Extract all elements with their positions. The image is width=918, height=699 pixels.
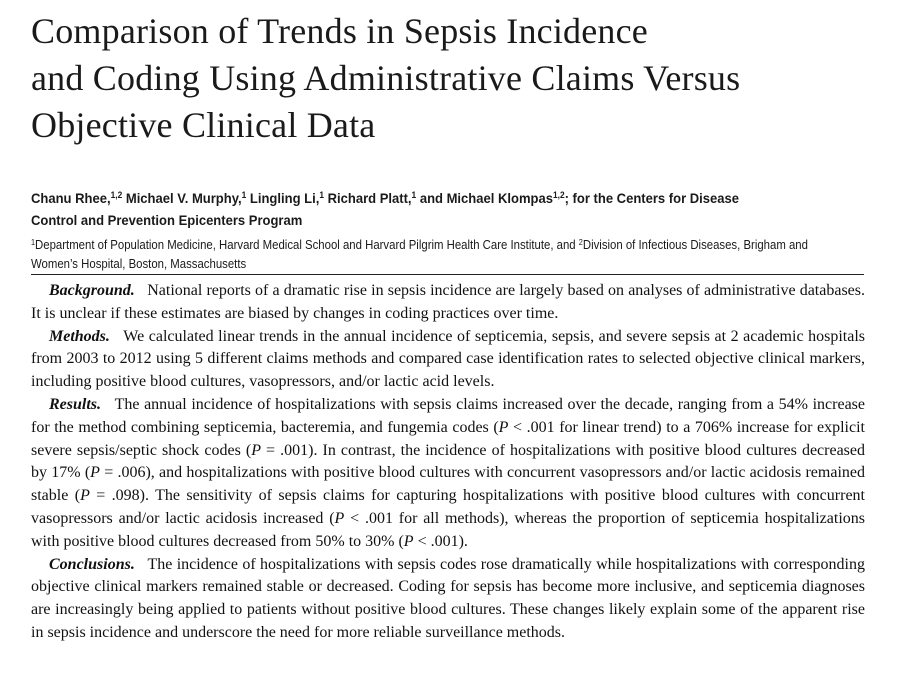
title-line-2: and Coding Using Administrative Claims Versus xyxy=(31,58,741,98)
abstract-heading: Background. xyxy=(49,282,135,299)
section-divider xyxy=(31,274,864,275)
affiliation-line-1 xyxy=(31,236,868,255)
abstract-text: = .001). In contrast, the incidence of hospitalizations with positive blood cultures decreased by 17% ( xyxy=(31,441,866,482)
p-value-symbol: P xyxy=(334,509,345,527)
article-header xyxy=(31,8,866,641)
abstract-text: = .098). The sensitivity of sepsis claims for capturing hospitalizations with positive blood cultures with concurrent vasopressors and/or lactic acidosis increased ( xyxy=(31,487,865,527)
affiliation-sup: 1 xyxy=(31,238,36,247)
p-value-symbol: P xyxy=(498,418,509,436)
abstract-text: < .001). xyxy=(413,532,468,550)
abstract-heading: Conclusions. xyxy=(49,555,135,573)
author-affiliation-sup: 1 xyxy=(411,190,417,200)
affiliation-text: Department of Population Medicine, Harvard Medical School and Harvard Pilgrim Health Care Institute, and xyxy=(35,238,579,252)
author-list xyxy=(31,187,868,231)
author-line-1 xyxy=(31,187,868,209)
affiliation-line-2: Women’s Hospital, Boston, Massachusetts xyxy=(31,257,247,271)
author-name: Lingling Li, xyxy=(246,190,320,206)
author-name: Michael V. Murphy, xyxy=(122,190,242,206)
abstract-results xyxy=(31,394,865,554)
affiliations xyxy=(31,236,868,274)
author-affiliation-sup: 1 xyxy=(241,190,247,200)
abstract-heading: Methods. xyxy=(49,327,110,345)
author-affiliation-sup: 1,2 xyxy=(110,190,123,200)
p-value-symbol: P xyxy=(80,487,90,505)
abstract-text: The incidence of hospitalizations with sepsis codes rose dramatically while hospitalizations with corresponding objective clinical markers remained stable or decreased. Coding for sepsis has become more inclusive, and septicemia diagnoses are increasingly being applied to patients without positive blood cultures. These changes likely explain some of the apparent rise in sepsis incidence and underscore the need for more reliable surveillance methods. xyxy=(31,555,865,641)
p-value-symbol: P xyxy=(403,532,414,550)
abstract-background xyxy=(31,280,865,326)
abstract-heading: Results. xyxy=(49,395,102,413)
abstract-text: The annual incidence of hospitalizations with sepsis claims increased over the decade, ranging from a 54% increase for the method combining septicemia, bacteremia, and fungemia codes ( xyxy=(31,395,865,436)
abstract-text: We calculated linear trends in the annual incidence of septicemia, sepsis, and severe sepsis at 2 academic hospitals from 2003 to 2012 using 5 different claims methods and compared case identification rates to selected objective clinical markers, including positive blood cultures, vasopressors, and/or lactic acid levels. xyxy=(31,327,865,391)
abstract xyxy=(31,280,865,645)
abstract-methods xyxy=(31,326,865,394)
author-name: Chanu Rhee, xyxy=(31,190,111,206)
abstract-text: < .001 for all methods), whereas the proportion of septicemia hospitalizations with positive blood cultures decreased from 50% to 30% ( xyxy=(31,509,865,550)
abstract-conclusions xyxy=(31,554,865,645)
author-group: ; for the Centers for Disease xyxy=(564,190,739,206)
abstract-text: National reports of a dramatic rise in sepsis incidence are largely based on analyses of administrative databases. It is unclear if these estimates are biased by changes in coding practices over time. xyxy=(31,282,866,322)
affiliation-sup: 2 xyxy=(578,238,583,247)
author-name: Richard Platt, xyxy=(323,190,412,206)
article-title xyxy=(31,8,865,149)
abstract-text: = .006), and hospitalizations with positive blood cultures with concurrent vasopressors and/or lactic acidosis remained stable ( xyxy=(31,464,866,505)
p-value-symbol: P xyxy=(251,441,261,459)
author-group-line: Control and Prevention Epicenters Program xyxy=(31,212,303,228)
author-affiliation-sup: 1 xyxy=(319,190,324,200)
author-name: and Michael Klompas xyxy=(416,190,553,206)
author-affiliation-sup: 1,2 xyxy=(552,190,565,200)
p-value-symbol: P xyxy=(90,464,100,482)
title-line-1: Comparison of Trends in Sepsis Incidence xyxy=(31,11,648,51)
affiliation-text: Division of Infectious Diseases, Brigham and xyxy=(582,238,808,252)
title-line-3: Objective Clinical Data xyxy=(31,105,376,145)
abstract-text: < .001 for linear trend) to a 706% increase for explicit severe sepsis/septic shock codes ( xyxy=(31,418,865,459)
